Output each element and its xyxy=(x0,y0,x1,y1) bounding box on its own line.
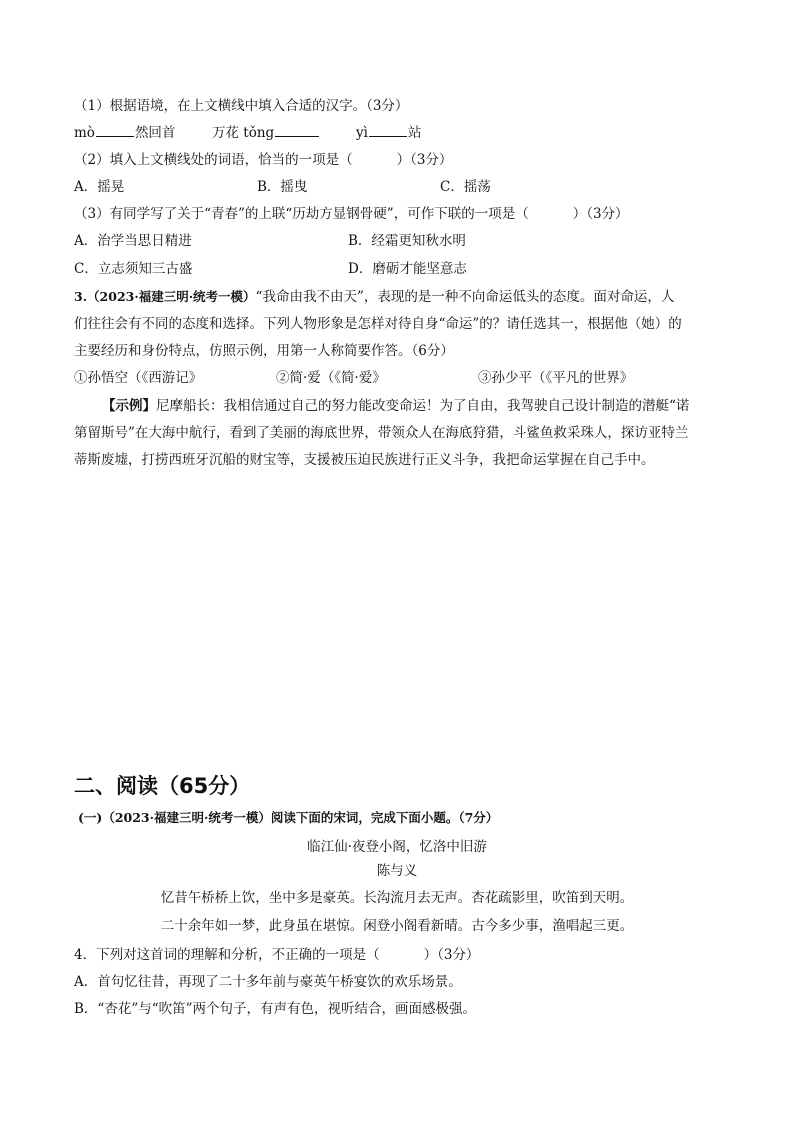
option-a: A．治学当思日精进 xyxy=(74,233,192,249)
option-d: D．磨砺才能坚意志 xyxy=(348,261,467,277)
pinyin-text: mò xyxy=(74,125,95,141)
question-score: ）（3分） xyxy=(572,206,629,222)
example-line-3: 蒂斯废墟，打捞西班牙沉船的财宝等，支援被压迫民族进行正义斗争，我把命运掌握在自己手中。 xyxy=(74,452,655,468)
sub-question-2-label xyxy=(74,151,452,169)
example-line-2: 第留斯号”在大海中航行，看到了美丽的海底世界，带领众人在海底狩猎，斗鲨鱼救采珠人，探访亚特兰 xyxy=(74,425,689,441)
question-3-line-3: 主要经历和身份特点，仿照示例，用第一人称简要作答。（6分） xyxy=(74,343,454,359)
question-text: （3）有同学写了关于“青春”的上联“历劫方显钢骨硬”，可作下联的一项是（ xyxy=(74,206,529,222)
reading-sub-heading: (一)（2023·福建三明·统考一模）阅读下面的宋词，完成下面小题。（7分） xyxy=(78,810,499,825)
sub-question-1-label: （1）根据语境，在上文横线中填入合适的汉字。（3分） xyxy=(74,98,409,114)
word-suffix: 站 xyxy=(407,125,422,141)
question-text: 4．下列对这首词的理解和分析，不正确的一项是（ xyxy=(74,947,380,963)
question-3-line-2: 们往往会有不同的态度和选择。下列人物形象是怎样对待自身“命运”的？请任选其一，根据他（她）的 xyxy=(74,316,682,332)
choice-1: ①孙悟空（《西游记》 xyxy=(74,370,203,386)
option-c: C．摇荡 xyxy=(440,179,491,195)
answer-blank[interactable] xyxy=(275,124,319,137)
word-suffix: 然回首 xyxy=(134,125,176,141)
question-score: ）（3分） xyxy=(396,152,453,168)
answer-blank[interactable] xyxy=(369,124,407,137)
word-with-pinyin: 万花 tǒng xyxy=(212,125,275,141)
sub-question-3-label xyxy=(74,205,629,223)
poem-author: 陈与义 xyxy=(376,863,418,879)
poem-title: 临江仙·夜登小阁，忆洛中旧游 xyxy=(307,839,487,855)
question-score: ）（3分） xyxy=(423,947,480,963)
option-b: B．摇曳 xyxy=(257,179,308,195)
fill-item-2 xyxy=(212,124,320,142)
example-line-1 xyxy=(102,397,689,415)
poem-line-2: 二十余年如一梦，此身虽在堪惊。闲登小阁看新晴。古今多少事，渔唱起三更。 xyxy=(160,918,634,934)
question-3-line-1 xyxy=(74,288,674,306)
option-b: B．“杏花”与“吹笛”两个句子，有声有色，视听结合，画面感极强。 xyxy=(74,1001,477,1017)
option-a: A．摇晃 xyxy=(74,179,125,195)
answer-blank[interactable] xyxy=(96,124,134,137)
question-text: （2）填入上文横线处的词语，恰当的一项是（ xyxy=(74,152,353,168)
fill-item-1 xyxy=(74,124,175,142)
question-4-label xyxy=(74,946,479,964)
pinyin-text: yì xyxy=(356,125,368,141)
fill-item-3 xyxy=(356,124,421,142)
question-text: “我命由我不由天”，表现的是一种不向命运低头的态度。面对命运，人 xyxy=(255,289,675,305)
question-source: 3.（2023·福建三明·统考一模） xyxy=(74,289,256,304)
option-b: B．经霜更知秋水明 xyxy=(348,233,466,249)
option-a: A．首句忆往昔，再现了二十多年前与豪英午桥宴饮的欢乐场景。 xyxy=(74,974,462,990)
choice-2: ②简·爱（《简·爱》 xyxy=(276,370,386,386)
choice-3: ③孙少平（《平凡的世界》 xyxy=(478,370,634,386)
example-text: 尼摩船长：我相信通过自己的努力能改变命运！为了自由，我驾驶自己设计制造的潜艇“诺 xyxy=(156,398,690,414)
option-c: C．立志须知三古盛 xyxy=(74,261,193,277)
section-title: 二、阅读（65分） xyxy=(74,774,251,798)
example-tag: 【示例】 xyxy=(102,398,156,414)
poem-line-1: 忆昔午桥桥上饮，坐中多是豪英。长沟流月去无声。杏花疏影里，吹笛到天明。 xyxy=(160,890,634,906)
